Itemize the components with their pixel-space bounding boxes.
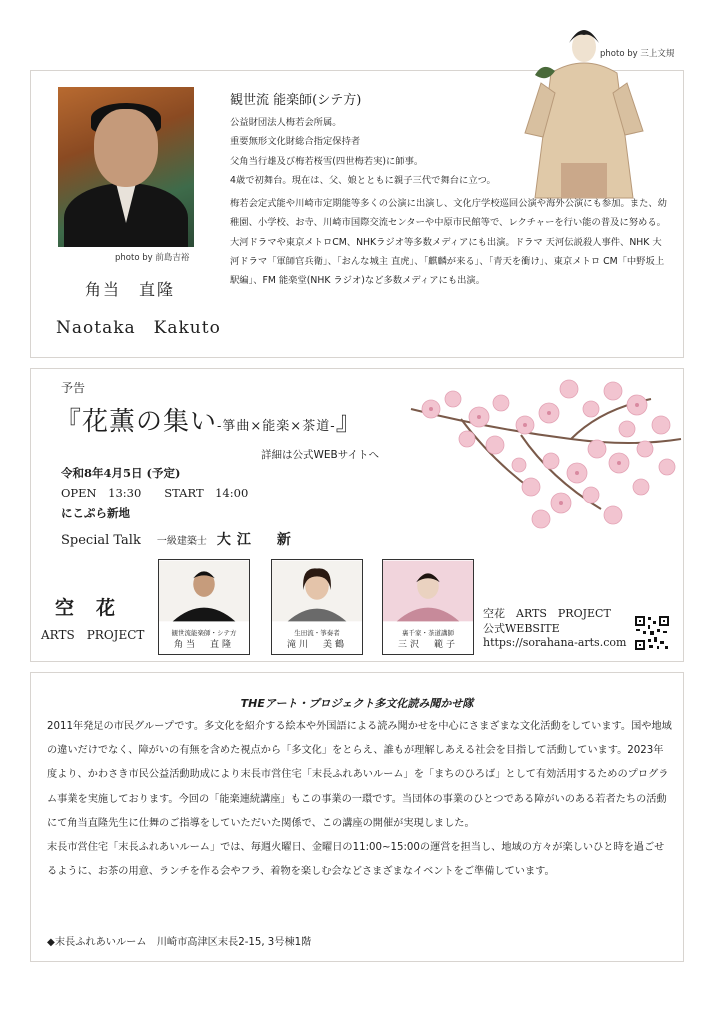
group-address: ◆末長ふれあいルーム 川崎市高津区末長2-15, 3号棟1階 — [47, 937, 312, 948]
preview-label: 予告 — [61, 381, 86, 395]
card-caption: 生田流・箏奏者 — [294, 629, 340, 637]
performer-card — [158, 559, 250, 655]
special-talk — [61, 529, 297, 549]
performer-photo — [272, 560, 362, 622]
group-section — [30, 672, 684, 962]
site-url-link[interactable]: https://sorahana-arts.com — [483, 636, 627, 649]
performer-photo — [383, 560, 473, 622]
profile-section — [30, 70, 684, 358]
group-paragraph: 2011年発足の市民グループです。多文化を紹介する絵本や外国語による読み聞かせを中心にさまざまな文化活動をしています。国や地域の違いだけでなく、障がいの有無を含めた視点から「多文化」をとらえ、誰もが理解しあえる社会を目指して活動しています。2023年度より、かわさき市民公益活動助成により末長市営住宅「末長ふれあいルーム」を「まちのひろば」として有効活用するためのプログラム事業を実施しております。今回の「能楽連続講座」もこの事業の一環です。当団体の事業のひとつである障がいのある若者たちの活動にて角当直隆先生に仕舞のご指導をしていただいた関係で、この講座の開催が実現しました。 — [47, 721, 672, 829]
event-date: 令和8年4月5日 (予定) — [61, 466, 181, 480]
event-title-sub: -箏曲×能楽×茶道- — [217, 419, 336, 434]
special-talk-name: 大江 新 — [216, 532, 297, 548]
card-caption: 裏千家・茶道講師 — [402, 629, 454, 637]
performer-title: 観世流 能楽師(シテ方) — [230, 93, 362, 108]
card-caption: 観世流能楽師・シテ方 — [171, 629, 237, 637]
event-time: OPEN 13:30 START 14:00 — [61, 486, 249, 500]
group-paragraph: 末長市営住宅「末長ふれあいルーム」では、毎週火曜日、金曜日の11:00~15:00の運営を担当し、地域の方々が楽しいひと時を過ごせるように、お茶の用意、ランチを作る会やフラ、着物を楽しむ会などさまざまなイベントをご準備しています。 — [47, 842, 665, 878]
bio-line: 4歳で初舞台。現在は、父、娘とともに親子三代で舞台に立つ。 — [230, 174, 496, 186]
noh-performer-image — [521, 13, 647, 203]
website-info — [483, 607, 626, 651]
event-section — [30, 368, 684, 662]
event-venue: にこぷら新地 — [61, 506, 130, 520]
bio-line: 父角当行雄及び梅若桜雪(四世梅若実)に師事。 — [230, 155, 424, 167]
bio-line: 重要無形文化財総合指定保持者 — [230, 136, 361, 148]
card-name: 滝川 美鶴 — [286, 640, 347, 650]
site-label: 公式WEBSITE — [483, 621, 560, 635]
sorahana-logo — [41, 593, 161, 643]
event-detail-note: 詳細は公式WEBサイトへ — [261, 449, 379, 461]
group-title: THEアート・プロジェクト多文化読み聞かせ隊 — [240, 697, 474, 710]
site-project-name: 空花 ARTS PROJECT — [483, 607, 611, 620]
bio-long: 梅若会定式能や川崎市定期能等多くの公演に出演し、文化庁学校巡回公演や海外公演にも参加。また、幼稚園、小学校、お寺、川崎市国際交流センターや中原市民館等で、レクチャーを行い能の普及に努める。大河ドラマや東京メトロCM、NHKラジオ等多数メディアにも出演。ドラマ 天河伝説殺人事件、NHK 大河ドラマ「軍師官兵衛」、「おんな城主 直虎」、「麒麟が来る」、「青天を衝け」、東京メトロ CM「中野坂上駅編」、FM 能楽堂(NHK ラジオ)など多数メディアにも出演。 — [230, 198, 667, 287]
bio-line: 公益財団法人梅若会所属。 — [230, 117, 342, 128]
group-description — [47, 715, 673, 884]
qr-code-icon[interactable] — [634, 615, 670, 651]
special-talk-role: 一級建築士 — [156, 536, 207, 547]
card-name: 三沢 範子 — [397, 640, 458, 650]
special-talk-label: Special Talk — [61, 533, 141, 548]
photo-credit: photo by 前島吉裕 — [115, 253, 190, 263]
performer-card — [382, 559, 474, 655]
cherry-blossom-illustration — [401, 369, 683, 549]
logo-kanji: 空花 — [55, 597, 138, 619]
performer-name-en: Naotaka Kakuto — [56, 318, 221, 338]
performer-photo — [159, 560, 249, 622]
performer-name-jp: 角当 直隆 — [85, 280, 176, 299]
performer-card — [271, 559, 363, 655]
card-name: 角当 直隆 — [173, 640, 234, 650]
event-title-close: 』 — [335, 407, 363, 437]
portrait-photo — [58, 87, 194, 247]
event-title — [55, 401, 363, 438]
logo-english: ARTS PROJECT — [41, 628, 145, 642]
bio-short — [230, 113, 520, 190]
top-photo-credit: photo by 三上文規 — [600, 49, 675, 59]
event-title-main: 『花薫の集い — [55, 407, 218, 437]
